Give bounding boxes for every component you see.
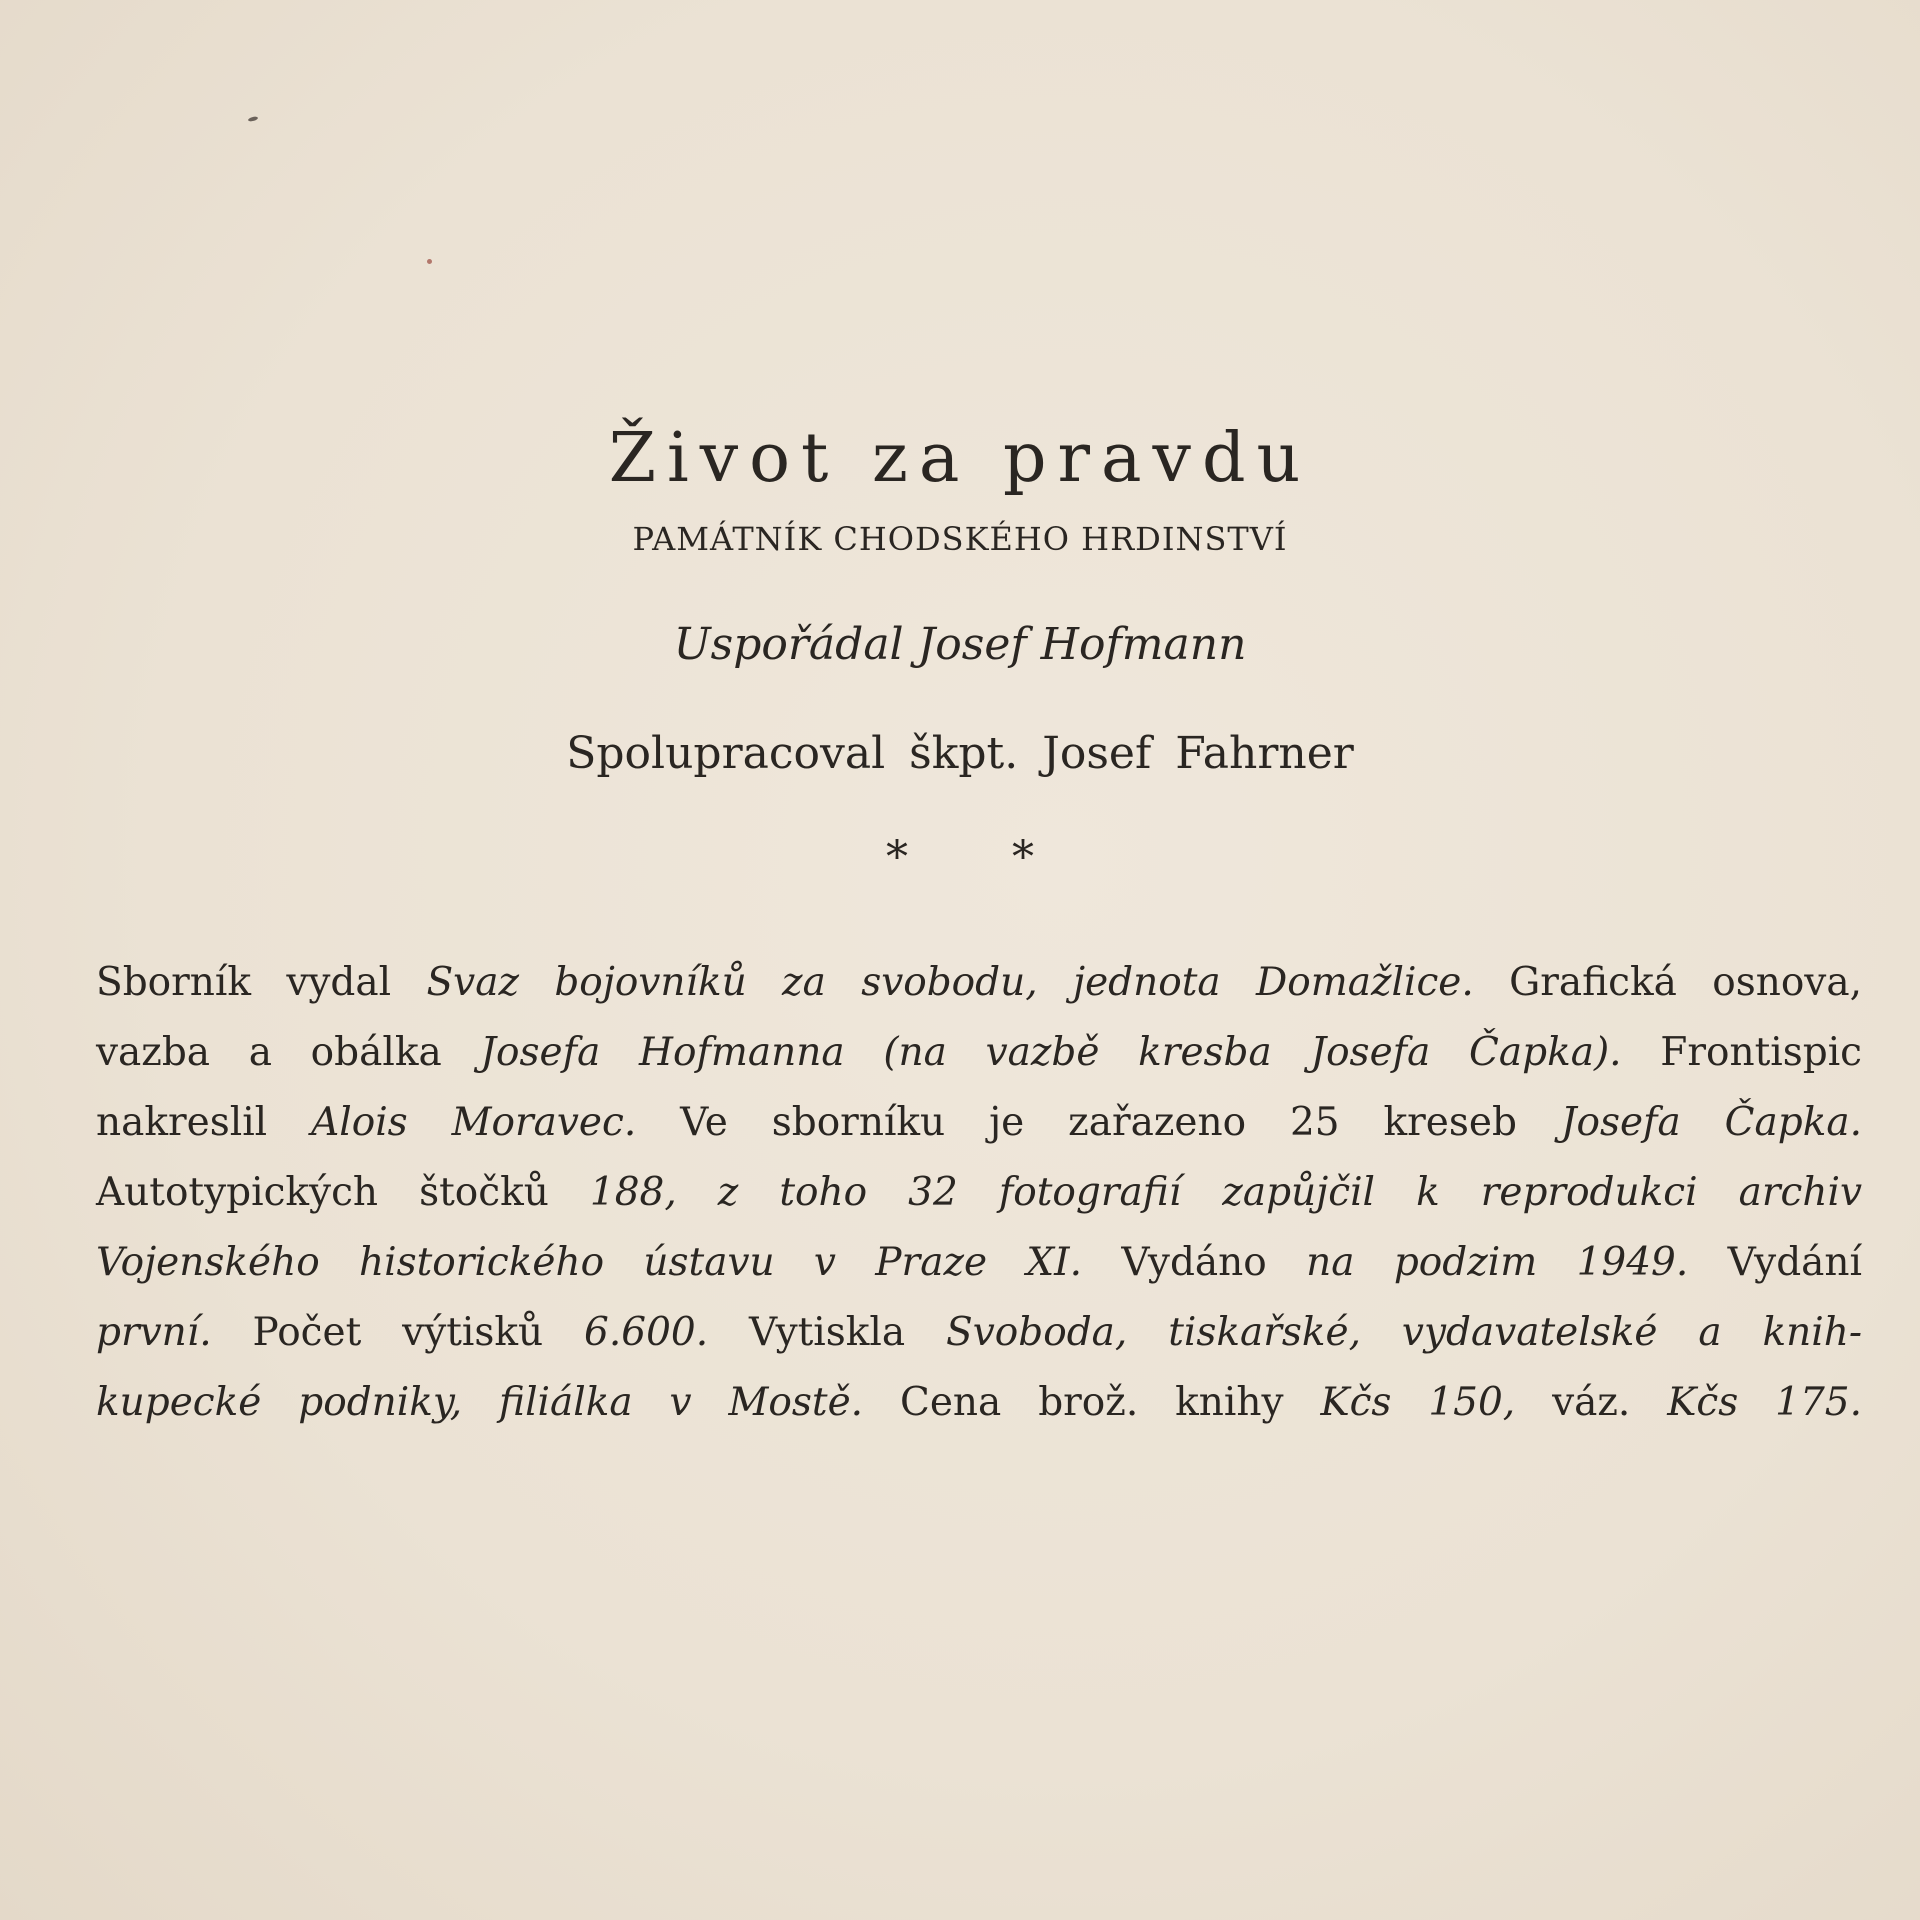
- colophon-italic: Kčs 150,: [1320, 1380, 1516, 1425]
- arranger-credit: Uspořádal Josef Hofmann: [673, 619, 1247, 670]
- colophon-paragraph: [96, 948, 1862, 1438]
- colophon-line: [96, 1298, 1862, 1368]
- colophon-line: [96, 1158, 1862, 1228]
- colophon-text: Grafická osnova,: [1473, 960, 1862, 1005]
- colophon-line: [96, 1228, 1862, 1298]
- colophon-text: nakreslil: [96, 1100, 312, 1145]
- paper-speck: [248, 116, 259, 122]
- colophon-text: Cena brož. knihy: [863, 1380, 1321, 1425]
- colophon-italic: první.: [96, 1310, 212, 1355]
- colophon-text: Vydání: [1688, 1240, 1862, 1285]
- colophon-italic: na podzim 1949.: [1306, 1240, 1689, 1285]
- colophon-line: [96, 1368, 1862, 1438]
- colophon-italic: Vojenského historického ústavu v Praze XI.: [96, 1240, 1082, 1285]
- colophon-italic: kupecké podniky, filiálka v Mostě.: [96, 1380, 864, 1425]
- colophon-italic: Josefa Hofmanna (na vazbě kresba Josefa Čapka).: [480, 1030, 1622, 1075]
- colophon-italic: Svoboda, tiskařské, vydavatelské a knih-: [946, 1310, 1862, 1355]
- book-title: Život za pravdu: [608, 419, 1312, 498]
- colophon-italic: 188, z toho 32 fotografií zapůjčil k reprodukci archiv: [589, 1170, 1862, 1215]
- colophon-line: [96, 948, 1862, 1018]
- colophon-text: Ve sborníku je zařazeno 25 kreseb: [636, 1100, 1561, 1145]
- colophon-text: vazba a obálka: [96, 1030, 481, 1075]
- colophon-text: Počet výtisků: [211, 1310, 585, 1355]
- colophon-text: Sborník vydal: [96, 960, 427, 1005]
- colophon-line: [96, 1018, 1862, 1088]
- colophon-italic: Alois Moravec.: [311, 1100, 637, 1145]
- asterisk-ornament: * *: [886, 832, 1034, 883]
- book-subtitle: PAMÁTNÍK CHODSKÉHO HRDINSTVÍ: [632, 520, 1288, 558]
- paper-speck: [427, 259, 432, 264]
- collaborator-credit: Spolupracoval škpt. Josef Fahrner: [566, 728, 1354, 779]
- colophon-text: Vydáno: [1081, 1240, 1307, 1285]
- colophon-italic: Svaz bojovníků za svobodu, jednota Domažlice.: [426, 960, 1474, 1005]
- colophon-text: Autotypických štočků: [96, 1170, 590, 1215]
- colophon-text: Frontispic: [1621, 1030, 1863, 1075]
- colophon-italic: Kčs 175.: [1667, 1380, 1862, 1425]
- colophon-text: váz.: [1515, 1380, 1668, 1425]
- colophon-italic: Josefa Čapka.: [1560, 1100, 1862, 1145]
- colophon-italic: 6.600.: [584, 1310, 709, 1355]
- colophon-text: Vytiskla: [708, 1310, 947, 1355]
- colophon-line: [96, 1088, 1862, 1158]
